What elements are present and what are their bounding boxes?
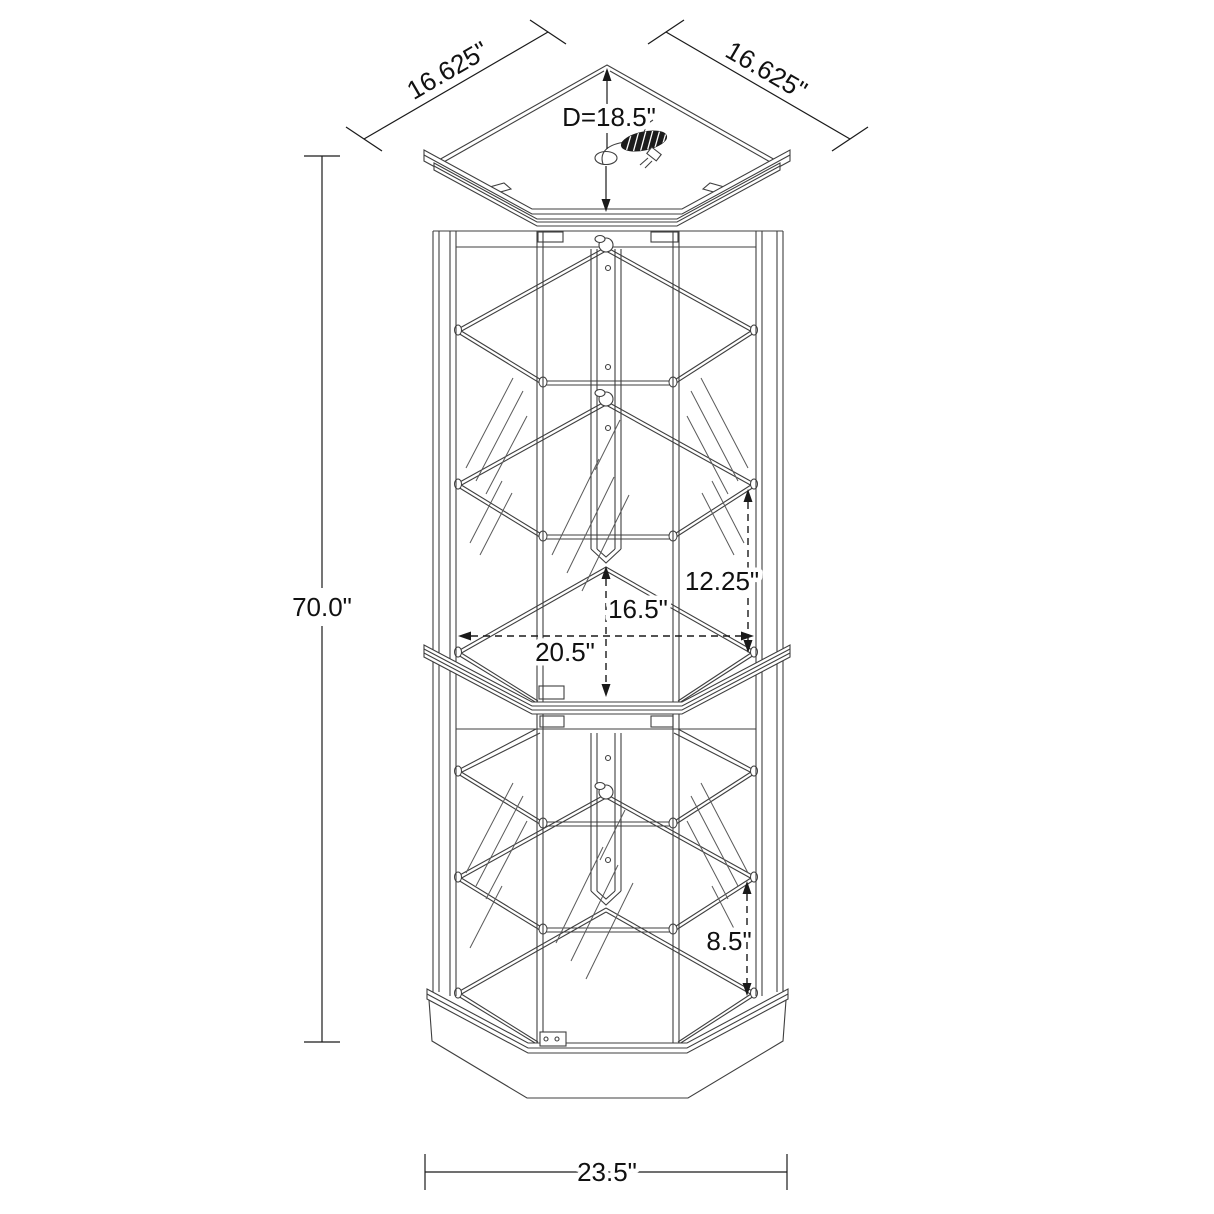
upper-door-top-hinge [538,232,563,242]
top-depth-label: D=18.5" [562,102,656,132]
top-right-edge-label: 16.625" [720,34,813,106]
lower-center-post [591,733,621,905]
lower-door-bottom-hinge [540,1032,566,1046]
upper-shelf-1 [455,236,758,388]
waist-molding [424,645,790,714]
cord-hole [595,152,617,165]
upper-door-top-catch [651,232,678,242]
dimension-interior-depth [602,566,668,697]
interior-width-label: 20.5" [535,637,595,667]
lower-shelf-spacing-label: 8.5" [706,926,752,956]
upper-shelf-spacing-label: 12.25" [684,566,760,596]
dimension-overall-height [292,156,352,1042]
top-left-edge-label: 16.625" [401,34,494,106]
dimension-base-width [425,1154,787,1190]
lower-door-top-hinge [540,716,564,727]
dimension-lower-shelf-spacing [706,881,751,996]
dimension-upper-shelf-spacing [685,489,759,653]
overall-height-label: 70.0" [292,592,352,622]
lower-cabinet-interior [455,716,758,1046]
lower-door-top-catch [651,716,673,727]
base-width-label: 23.5" [577,1157,637,1187]
interior-depth-label: 16.5" [608,594,668,624]
lower-shelf-1 [455,729,758,828]
upper-shelf-2 [455,390,758,542]
upper-cabinet-interior [455,232,758,705]
glass-reflections-upper [466,378,748,591]
dimension-interior-width [458,632,754,668]
